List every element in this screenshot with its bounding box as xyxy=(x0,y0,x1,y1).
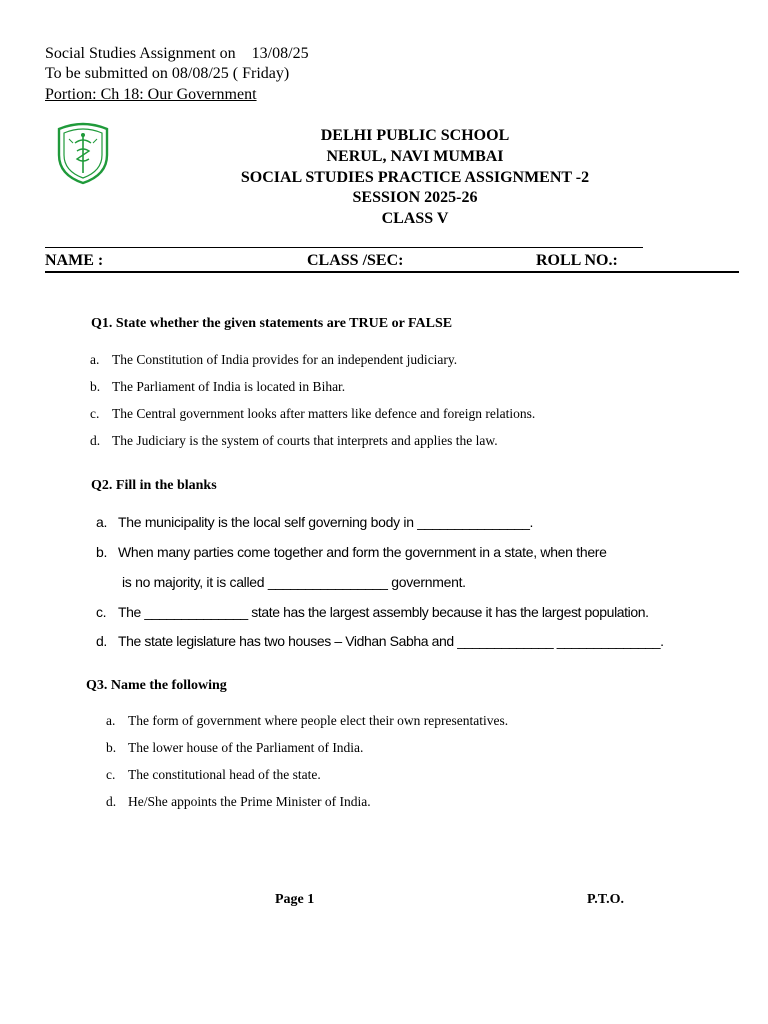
item-text: The ______________ state has the largest assembly because it has the largest population. xyxy=(118,604,649,620)
roll-no-field-label: ROLL NO.: xyxy=(536,252,618,269)
item-text: When many parties come together and form the government in a state, when there xyxy=(118,544,607,560)
q2-item xyxy=(96,633,664,649)
q2-item-continuation xyxy=(122,574,466,590)
item-text: The form of government where people elect their own representatives. xyxy=(128,713,509,728)
item-letter: d. xyxy=(90,433,101,448)
item-letter: a. xyxy=(106,713,116,728)
portion-line: Portion: Ch 18: Our Government xyxy=(45,86,257,103)
item-text: He/She appoints the Prime Minister of India. xyxy=(128,794,371,809)
submission-line: To be submitted on 08/08/25 ( Friday) xyxy=(45,65,290,82)
item-text: The constitutional head of the state. xyxy=(128,767,321,782)
item-letter: c. xyxy=(106,767,116,782)
session-label: SESSION 2025-26 xyxy=(352,189,478,207)
fields-underline xyxy=(45,271,739,273)
item-text: The Judiciary is the system of courts that interprets and applies the law. xyxy=(112,433,498,448)
school-location: NERUL, NAVI MUMBAI xyxy=(326,147,504,165)
q2-title: Q2. Fill in the blanks xyxy=(91,478,217,493)
q3-item xyxy=(106,767,321,783)
item-letter: d. xyxy=(106,794,117,809)
q1-item xyxy=(90,406,535,422)
item-text: The state legislature has two houses – Vidhan Sabha and _____________ ______________. xyxy=(118,633,664,649)
school-name: DELHI PUBLIC SCHOOL xyxy=(320,127,510,144)
q3-item xyxy=(106,794,371,810)
class-sec-field-label: CLASS /SEC: xyxy=(307,252,404,269)
item-text: The Central government looks after matters like defence and foreign relations. xyxy=(112,406,536,421)
assignment-title: SOCIAL STUDIES PRACTICE ASSIGNMENT -2 xyxy=(240,168,590,186)
item-text: The Parliament of India is located in Bihar. xyxy=(112,379,346,394)
divider-line xyxy=(45,247,643,248)
name-field-label: NAME : xyxy=(45,252,104,269)
item-letter: d. xyxy=(96,633,107,649)
q2-item xyxy=(96,604,649,620)
item-text: The lower house of the Parliament of India. xyxy=(128,740,364,755)
assignment-date-label: Social Studies Assignment on xyxy=(45,45,236,62)
item-letter: a. xyxy=(96,514,108,530)
q1-item xyxy=(90,433,498,449)
q1-item xyxy=(90,379,345,395)
item-text: The Constitution of India provides for an independent judiciary. xyxy=(112,352,458,367)
q1-title: Q1. State whether the given statements are TRUE or FALSE xyxy=(91,316,453,331)
pto-label: P.T.O. xyxy=(587,892,624,907)
q1-item xyxy=(90,352,457,368)
q2-item xyxy=(96,514,533,530)
item-letter: b. xyxy=(96,544,108,560)
page-number: Page 1 xyxy=(275,892,315,907)
item-letter: b. xyxy=(106,740,117,755)
q3-item xyxy=(106,740,363,756)
school-heading xyxy=(145,126,685,230)
q2-item xyxy=(96,544,607,560)
item-text: The municipality is the local self governing body in _______________. xyxy=(118,514,534,530)
school-logo-icon xyxy=(55,121,111,185)
assignment-date: 13/08/25 xyxy=(251,45,309,62)
item-letter: c. xyxy=(96,604,107,620)
item-text: is no majority, it is called ________________ government. xyxy=(122,574,466,590)
item-letter: c. xyxy=(90,406,100,421)
class-label: CLASS V xyxy=(381,210,449,228)
q3-title: Q3. Name the following xyxy=(86,678,227,693)
q3-item xyxy=(106,713,508,729)
item-letter: b. xyxy=(90,379,101,394)
item-letter: a. xyxy=(90,352,100,367)
assignment-date-line xyxy=(45,44,309,64)
